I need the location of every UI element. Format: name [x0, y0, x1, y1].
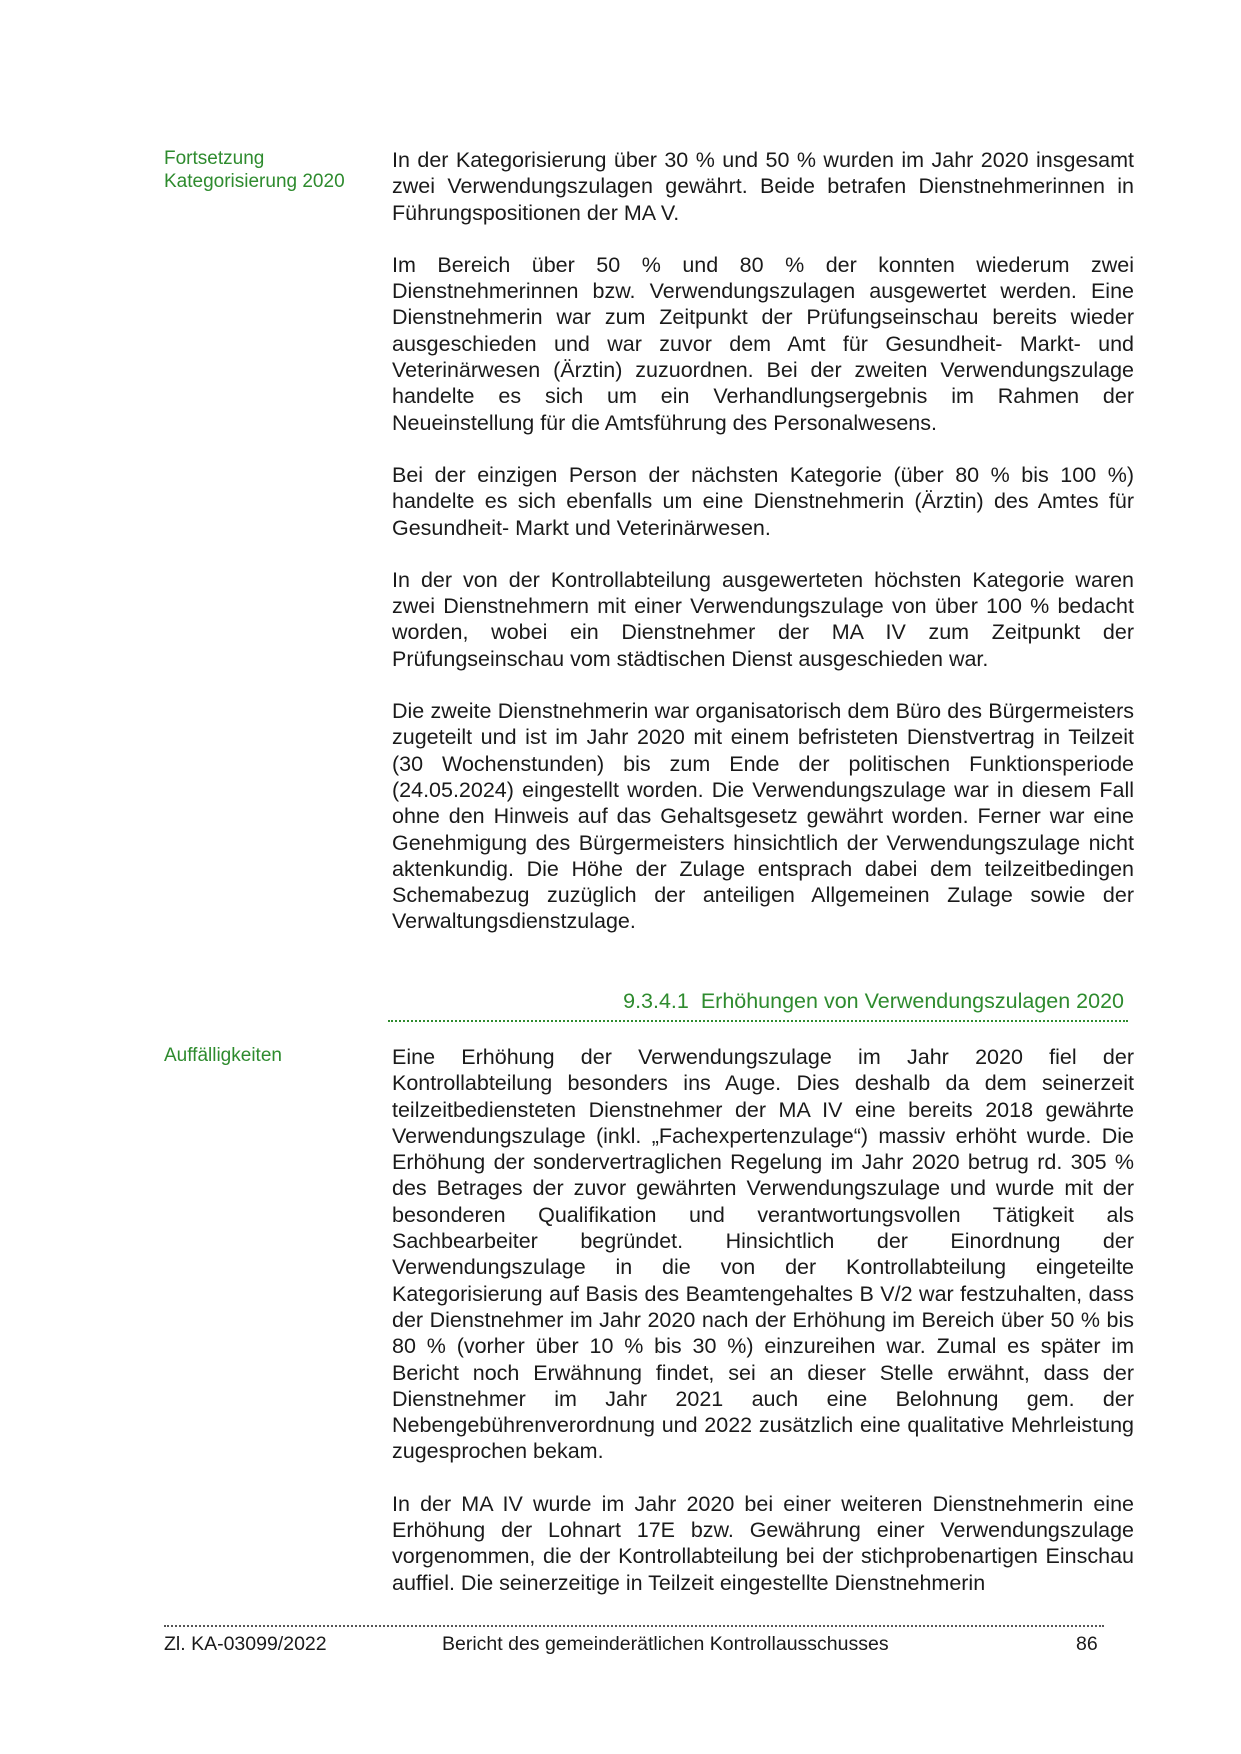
section-number: 9.3.4.1: [623, 989, 689, 1013]
footer-reference: Zl. KA-03099/2022: [164, 1633, 327, 1655]
footer-title: Bericht des gemeinderätlichen Kontrollausschusses: [442, 1633, 889, 1655]
margin-note-anomalies: Auffälligkeiten: [164, 1045, 282, 1066]
paragraph: Im Bereich über 50 % und 80 % der konnten wiederum zwei Dienstnehmerinnen bzw. Verwendungszulagen ausgewertet werden. Eine Dienstnehmerin war zum Zeitpunkt der Prüfungseinschau bereits wieder ausgeschieden und war zuvor dem Amt für Gesundheit- Markt- und Veterinärwesen (Ärztin) zuzuordnen. Bei der zweiten Verwendungszulage handelte es sich um ein Verhandlungsergebnis im Rahmen der Neueinstellung für die Amtsführung des Personalwesens.: [392, 252, 1134, 435]
paragraph: In der Kategorisierung über 30 % und 50 % wurden im Jahr 2020 insgesamt zwei Verwendungszulagen gewährt. Beide betrafen Dienstnehmerinnen in Führungspositionen der MA V.: [392, 148, 1134, 225]
footer-divider: [164, 1625, 1104, 1627]
section-heading: [388, 988, 1128, 1022]
heading-divider: [388, 1020, 1128, 1022]
paragraph: Eine Erhöhung der Verwendungszulage im Jahr 2020 fiel der Kontrollabteilung besonders ins Auge. Dies deshalb da dem seinerzeit teilzeitbediensteten Dienstnehmer der MA IV eine bereits 2018 gewährte Verwendungszulage (inkl. „Fachexpertenzulage“) massiv erhöht wurde. Die Erhöhung der sondervertraglichen Regelung im Jahr 2020 betrug rd. 305 % des Betrages der zuvor gewährten Verwendungszulage und wurde mit der besonderen Qualifikation und verantwortungsvollen Tätigkeit als Sachbearbeiter begründet. Hinsichtlich der Einordnung der Verwendungszulage in die von der Kontrollabteilung eingeteilte Kategorisierung auf Basis des Beamtengehaltes B V/2 war festzuhalten, dass der Dienstnehmer im Jahr 2020 nach der Erhöhung im Bereich über 50 % bis 80 % (vorher über 10 % bis 30 %) einzureihen war. Zumal es später im Bericht noch Erwähnung findet, sei an dieser Stelle erwähnt, dass der Dienstnehmer im Jahr 2021 auch eine Belohnung gem. der Nebengebührenverordnung und 2022 zusätzlich eine qualitative Mehrleistung zugesprochen bekam.: [392, 1045, 1134, 1464]
section-categorization-body: [392, 147, 1134, 961]
section-increases-body: [392, 1044, 1134, 1622]
paragraph: In der von der Kontrollabteilung ausgewerteten höchsten Kategorie waren zwei Dienstnehmern mit einer Verwendungszulage von über 100 % bedacht worden, wobei ein Dienstnehmer der MA IV zum Zeitpunkt der Prüfungseinschau vom städtischen Dienst ausgeschieden war.: [392, 567, 1134, 671]
margin-note-continuation: [164, 147, 374, 193]
margin-note-line: Kategorisierung 2020: [164, 171, 345, 192]
paragraph: In der MA IV wurde im Jahr 2020 bei einer weiteren Dienstnehmerin eine Erhöhung der Lohnart 17E bzw. Gewährung einer Verwendungszulage vorgenommen, die der Kontrollabteilung bei der stichprobenartigen Einschau auffiel. Die seinerzeitige in Teilzeit eingestellte Dienstnehmerin: [392, 1491, 1134, 1595]
section-title: Erhöhungen von Verwendungszulagen 2020: [700, 989, 1124, 1013]
paragraph: Bei der einzigen Person der nächsten Kategorie (über 80 % bis 100 %) handelte es sich ebenfalls um eine Dienstnehmerin (Ärztin) des Amtes für Gesundheit- Markt und Veterinärwesen.: [392, 462, 1134, 540]
paragraph: Die zweite Dienstnehmerin war organisatorisch dem Büro des Bürgermeisters zugeteilt und ist im Jahr 2020 mit einem befristeten Dienstvertrag in Teilzeit (30 Wochenstunden) bis zum Ende der politischen Funktionsperiode (24.05.2024) eingestellt worden. Die Verwendungszulage war in diesem Fall ohne den Hinweis auf das Gehaltsgesetz gewährt worden. Ferner war eine Genehmigung des Bürgermeisters hinsichtlich der Verwendungszulage nicht aktenkundig. Die Höhe der Zulage entsprach dabei dem teilzeitbedingen Schemabezug zuzüglich der anteiligen Allgemeinen Zulage sowie der Verwaltungsdienstzulage.: [392, 699, 1134, 934]
section-heading-text: [388, 988, 1128, 1014]
page-number: 86: [1076, 1633, 1098, 1655]
margin-note-line: Fortsetzung: [164, 148, 265, 169]
